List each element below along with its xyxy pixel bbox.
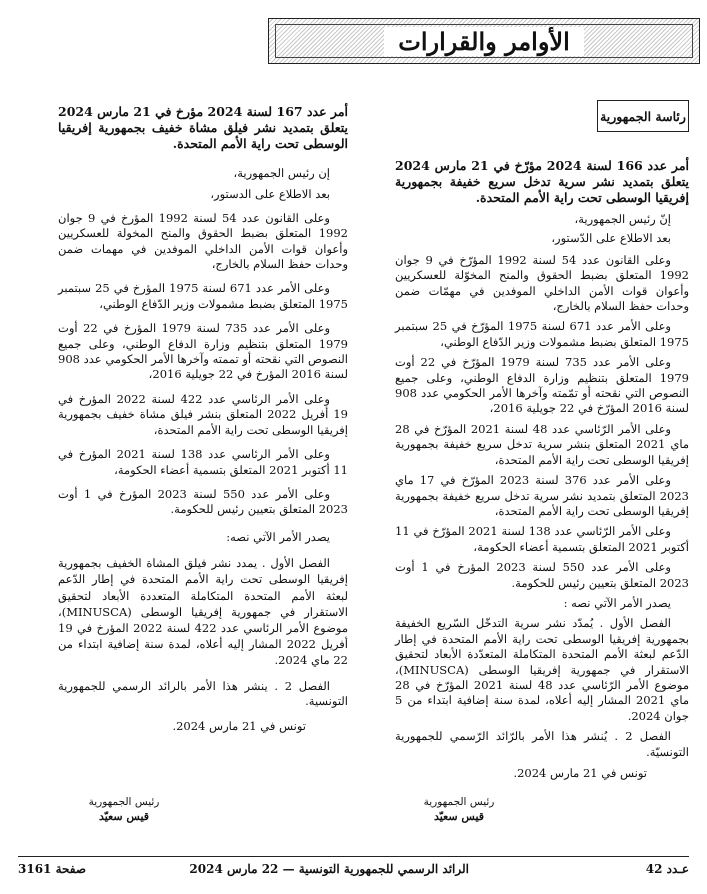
decree-166-para-0: إنّ رئيس الجمهورية، <box>574 212 671 226</box>
page-footer <box>18 862 689 880</box>
footer-journal-title: الرائد الرسمي للجمهورية التونسية — 22 مارس 2024 <box>189 862 469 876</box>
banner-title: الأوامر والقرارات <box>384 27 584 56</box>
decree-167-signature <box>79 795 169 824</box>
decree-167-para-3: وعلى الأمر عدد 671 لسنة 1975 المؤرخ في 25 سبتمبر 1975 المتعلق بضبط مشمولات وزير الدّفاع الوطني، <box>58 281 348 311</box>
decree-167-signature-title: رئيس الجمهورية <box>88 796 160 808</box>
decree-166-para-3: وعلى الأمر عدد 671 لسنة 1975 المؤرّخ في 25 سبتمبر 1975 المتعلق بضبط مشمولات وزير الدّفاع الوطني، <box>395 319 689 349</box>
decree-166-signature-title: رئيس الجمهورية <box>423 796 495 808</box>
section-label-box <box>597 100 689 132</box>
decree-167-para-8: يصدر الأمر الآتي نصه: <box>226 529 330 544</box>
decree-167-article-2: الفصل 2 . ينشر هذا الأمر بالرائد الرسمي للجمهورية التونسية. <box>58 678 348 708</box>
decree-166-title: أمر عدد 166 لسنة 2024 مؤرّخ في 21 مارس 2024 يتعلق بتمديد نشر سرية تدخل سريع خفيفة بجمهورية إفريقيا الوسطى تحت راية الأمم المتحدة. <box>395 158 690 205</box>
decree-167-para-7: وعلى الأمر عدد 550 لسنة 2023 المؤرخ في 1 أوت 2023 المتعلق بتعيين رئيس للحكومة. <box>58 486 348 517</box>
decree-166-signature-name: قيس سعيّد <box>433 810 485 823</box>
decree-166 <box>395 158 689 781</box>
decree-167-para-0: إن رئيس الجمهورية، <box>233 166 330 180</box>
decree-166-date: تونس في 21 مارس 2024. <box>513 766 647 780</box>
decree-166-signature <box>414 795 504 824</box>
decree-167-para-6: وعلى الأمر الرئاسي عدد 138 لسنة 2021 المؤرخ في 11 أكتوبر 2021 المتعلق بتسمية أعضاء الحكومة، <box>58 447 348 477</box>
decree-166-para-8: وعلى الأمر عدد 550 لسنة 2023 المؤرخ في 1 أوت 2023 المتعلق بتعيين رئيس للحكومة. <box>395 560 689 590</box>
decree-167 <box>58 104 348 734</box>
decree-167-article-1: الفصل الأول . يمدد نشر فيلق المشاة الخفيف بجمهورية إفريقيا الوسطى تحت راية الأمم المتحدة في إطار الدّعم لبعثة الأمم المتحدة المتكاملة المتعددة الأبعاد لتحقيق الاستقرار في جمهورية إفريقيا الوسطى (MINUSCA)، موضوع الأمر الرئاسي عدد 422 لسنة 2022 المؤرخ في 19 أفريل 2022 المشار إليه أعلاه، لمدة سنة إضافية ابتداء من 22 ماي 2024. <box>58 556 348 668</box>
section-banner <box>268 18 700 64</box>
decree-166-para-7: وعلى الأمر الرّئاسي عدد 138 لسنة 2021 المؤرّخ في 11 أكتوبر 2021 المتعلق بتسمية أعضاء الحكومة، <box>395 524 689 554</box>
decree-166-para-5: وعلى الأمر الرّئاسي عدد 48 لسنة 2021 المؤرّخ في 28 ماي 2021 المتعلق بنشر سرية تدخل سريع خفيفة بجمهورية إفريقيا الوسطى تحت راية الأمم المتحدة، <box>395 421 689 467</box>
section-label: رئاسة الجمهورية <box>600 108 686 124</box>
decree-166-para-4: وعلى الأمر عدد 735 لسنة 1979 المؤرّخ في 22 أوت 1979 المتعلق بتنظيم وزارة الدفاع الوطني، وعلى جميع النصوص التي نقحته أو تمّمته وآخرها الأمر الحكومي عدد 908 لسنة 2016 المؤرّخ في 22 جويلية 2016، <box>395 355 689 416</box>
decree-166-article-1: الفصل الأول . يُمدّد نشر سرية التدخّل السّريع الخفيفة بجمهورية إفريقيا الوسطى تحت راية الأمم المتحدة في إطار الدّعم لبعثة الأمم المتحدة المتكاملة المتعدّدة الأبعاد لتحقيق الاستقرار في جمهورية إفريقيا الوسطى (MINUSCA)، موضوع الأمر الرّئاسي عدد 48 لسنة 2021 المؤرّخ في 28 ماي 2021 المشار إليه أعلاه، لمدة سنة إضافية ابتداء من 5 جوان 2024. <box>395 616 689 723</box>
decree-166-para-2: وعلى القانون عدد 54 لسنة 1992 المؤرّخ في 9 جوان 1992 المتعلق بضبط الحقوق والمنح المخوّلة للعسكريين وأعوان قوات الأمن الداخلي الموفدين في مهمّات ضمن وحدات حفظ السلام بالخارج، <box>395 252 689 314</box>
decree-167-date: تونس في 21 مارس 2024. <box>172 719 306 734</box>
decree-167-title: أمر عدد 167 لسنة 2024 مؤرخ في 21 مارس 2024 يتعلق بتمديد نشر فيلق مشاة خفيف بجمهورية إفريقيا الوسطى تحت راية الأمم المتحدة. <box>58 104 348 151</box>
decree-166-article-2: الفصل 2 . يُنشر هذا الأمر بالرّائد الرّسمي للجمهورية التونسيّة. <box>395 729 689 759</box>
footer-page-number: صفحة 3161 <box>18 862 87 876</box>
decree-167-para-5: وعلى الأمر الرئاسي عدد 422 لسنة 2022 المؤرخ في 19 أفريل 2022 المتعلق بنشر فيلق مشاة خفيف بجمهورية إفريقيا الوسطى تحت راية الأمم المتحدة، <box>58 391 348 437</box>
decree-166-para-1: بعد الاطلاع على الدّستور، <box>551 231 671 246</box>
decree-167-para-1: بعد الاطلاع على الدستور، <box>210 187 330 202</box>
footer-rule <box>18 856 689 857</box>
decree-166-para-9: يصدر الأمر الآتي نصه : <box>563 595 671 610</box>
decree-167-para-2: وعلى القانون عدد 54 لسنة 1992 المؤرخ في 9 جوان 1992 المتعلق بضبط الحقوق والمنح المخولة للعسكريين وأعوان قوات الأمن الداخلي الموفدين في مهمات ضمن وحدات حفظ السلام بالخارج، <box>58 210 348 272</box>
decree-167-signature-name: قيس سعيّد <box>98 810 150 823</box>
decree-166-para-6: وعلى الأمر عدد 376 لسنة 2023 المؤرّخ في 17 ماي 2023 المتعلق بتمديد نشر سرية تدخل سريع خفيفة بجمهورية إفريقيا الوسطى تحت راية الأمم المتحدة، <box>395 473 689 518</box>
decree-167-para-4: وعلى الأمر عدد 735 لسنة 1979 المؤرخ في 22 أوت 1979 المتعلق بتنظيم وزارة الدفاع الوطني، وعلى جميع النصوص التي نقحته أو تممته وآخرها الأمر الحكومي عدد 908 لسنة 2016 المؤرخ في 22 جويلية 2016، <box>58 321 348 382</box>
footer-issue-number: عـدد 42 <box>645 862 689 876</box>
